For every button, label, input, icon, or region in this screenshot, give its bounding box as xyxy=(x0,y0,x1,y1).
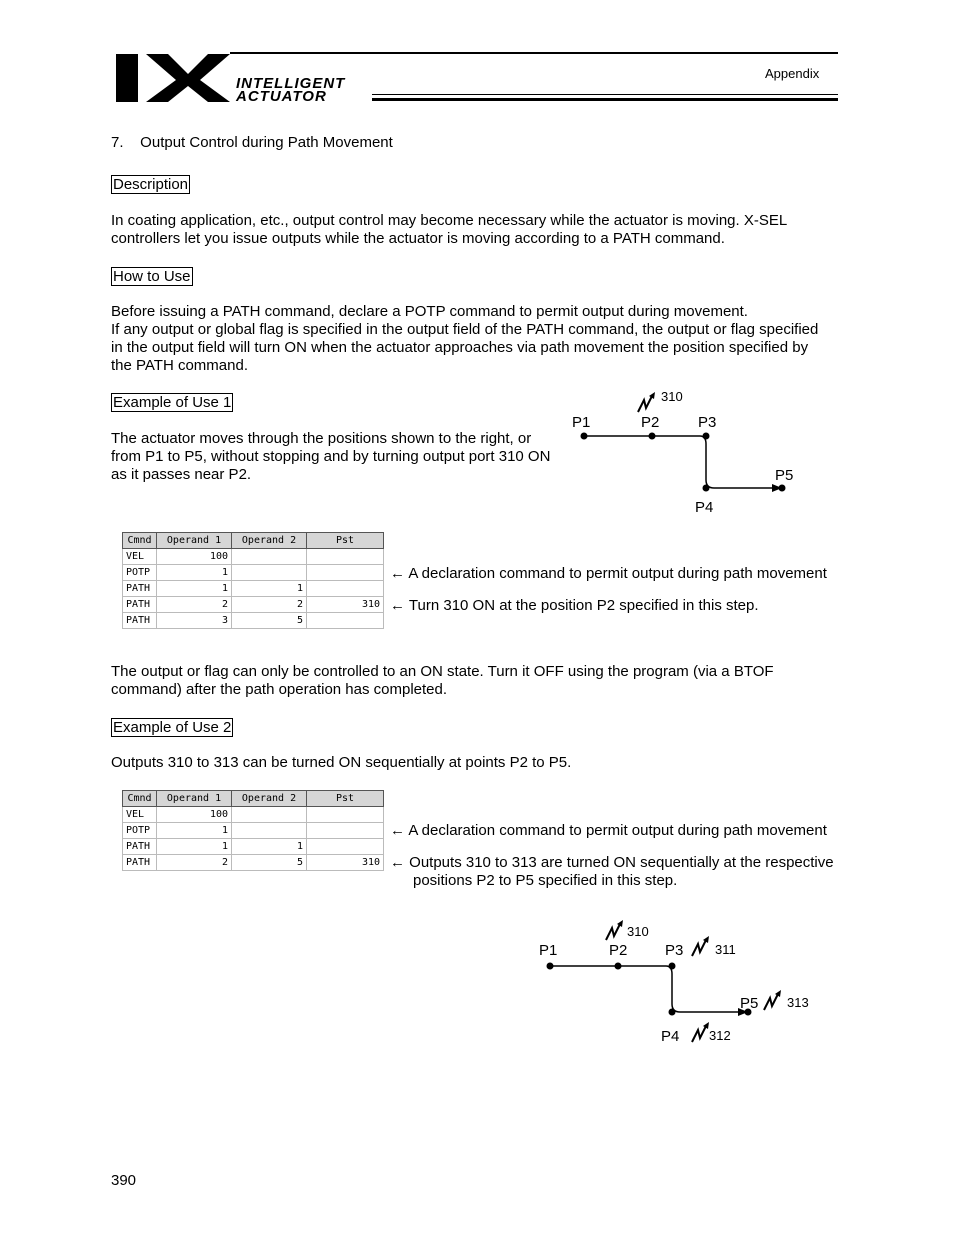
p5-label: P5 xyxy=(740,995,759,1012)
how-to-use-label: How to Use xyxy=(113,268,191,285)
table-row: VEL 100 xyxy=(123,807,384,823)
table-row: PATH 2 2 310 xyxy=(123,597,384,613)
table-row: PATH 2 5 310 xyxy=(123,855,384,871)
table-row: PATH 3 5 xyxy=(123,613,384,629)
p5-point xyxy=(779,485,786,492)
example2-note-potp: ← A declaration command to permit output during path movement xyxy=(390,822,827,839)
p2-label: P2 xyxy=(609,942,628,959)
example1-note-path: ← Turn 310 ON at the position P2 specified in this step. xyxy=(390,597,759,614)
page-number: 390 xyxy=(111,1172,137,1189)
port-310-label: 310 xyxy=(627,924,649,939)
header-cmnd: Cmnd xyxy=(123,533,157,549)
port-label: 310 xyxy=(661,389,683,404)
how-to-use-line2: If any output or global flag is specified in the output field of the PATH command, the output or flag specified in the output field will turn ON when the actuator approaches via path movement the position specified by the PATH command. xyxy=(111,321,819,374)
example2-label: Example of Use 2 xyxy=(113,719,232,736)
table-row: PATH 1 1 xyxy=(123,839,384,855)
p1-point xyxy=(547,963,554,970)
example2-text: Outputs 310 to 313 can be turned ON sequentially at points P2 to P5. xyxy=(111,754,572,771)
description-text: In coating application, etc., output control may become necessary while the actuator is moving. X-SEL controllers let you issue outputs while the actuator is moving according to a PATH command. xyxy=(111,212,787,247)
logo-line2: ACTUATOR xyxy=(236,88,327,105)
p1-label: P1 xyxy=(539,942,558,959)
header-rule-bottom-thin xyxy=(372,94,838,95)
logo-line1: INTELLIGENT xyxy=(236,75,346,92)
p2-label: P2 xyxy=(641,414,660,431)
example2-note-path-line2: positions P2 to P5 specified in this step. xyxy=(413,872,678,889)
how-to-use-line1: Before issuing a PATH command, declare a POTP command to permit output during movement. xyxy=(111,303,748,320)
example1-label: Example of Use 1 xyxy=(113,394,232,411)
p4-label: P4 xyxy=(695,499,714,516)
header-operand2: Operand 2 xyxy=(232,791,307,807)
header-pst: Pst xyxy=(307,791,384,807)
example1-note-potp: ← A declaration command to permit output during path movement xyxy=(390,565,827,582)
table-row: PATH 1 1 xyxy=(123,581,384,597)
header-pst: Pst xyxy=(307,533,384,549)
table-row: POTP 1 xyxy=(123,823,384,839)
output-310-icon xyxy=(606,924,620,940)
p5-label: P5 xyxy=(775,467,794,484)
output-313-icon xyxy=(764,994,778,1010)
section-heading: 7. Output Control during Path Movement xyxy=(111,134,393,151)
header-rule-top xyxy=(230,52,838,54)
table-header-row xyxy=(123,533,384,549)
example2-path-diagram xyxy=(530,912,820,1052)
output-312-icon xyxy=(692,1026,706,1042)
p1-point xyxy=(581,433,588,440)
port-313-label: 313 xyxy=(787,995,809,1010)
table-row: VEL 100 xyxy=(123,549,384,565)
p4-point xyxy=(669,1009,676,1016)
p3-label: P3 xyxy=(665,942,684,959)
example2-note-path-line1: ← Outputs 310 to 313 are turned ON sequentially at the respective xyxy=(390,854,834,871)
table-header-row xyxy=(123,791,384,807)
output-signal-icon xyxy=(638,396,652,412)
p3-label: P3 xyxy=(698,414,717,431)
example2-program-table xyxy=(122,790,384,871)
p4-point xyxy=(703,485,710,492)
header-operand1: Operand 1 xyxy=(157,533,232,549)
header-section: Appendix xyxy=(765,66,820,81)
p1-label: P1 xyxy=(572,414,591,431)
example1-text: The actuator moves through the positions shown to the right, or from P1 to P5, without stopping and by turning output port 310 ON as it passes near P2. xyxy=(111,430,551,483)
p3-point xyxy=(669,963,676,970)
header-operand1: Operand 1 xyxy=(157,791,232,807)
p3-point xyxy=(703,433,710,440)
description-label: Description xyxy=(113,176,189,193)
output-311-icon xyxy=(692,940,706,956)
example1-path-diagram xyxy=(560,382,810,517)
port-311-label: 311 xyxy=(715,942,736,957)
p4-label: P4 xyxy=(661,1028,680,1045)
p2-point xyxy=(649,433,656,440)
table-row: POTP 1 xyxy=(123,565,384,581)
header-rule-bottom xyxy=(372,98,838,101)
example1-program-table xyxy=(122,532,384,629)
flag-note-text: The output or flag can only be controlled to an ON state. Turn it OFF using the program (via a BTOF command) after the path operation has completed. xyxy=(111,663,774,698)
port-312-label: 312 xyxy=(709,1028,731,1043)
header-cmnd: Cmnd xyxy=(123,791,157,807)
p2-point xyxy=(615,963,622,970)
header-operand2: Operand 2 xyxy=(232,533,307,549)
